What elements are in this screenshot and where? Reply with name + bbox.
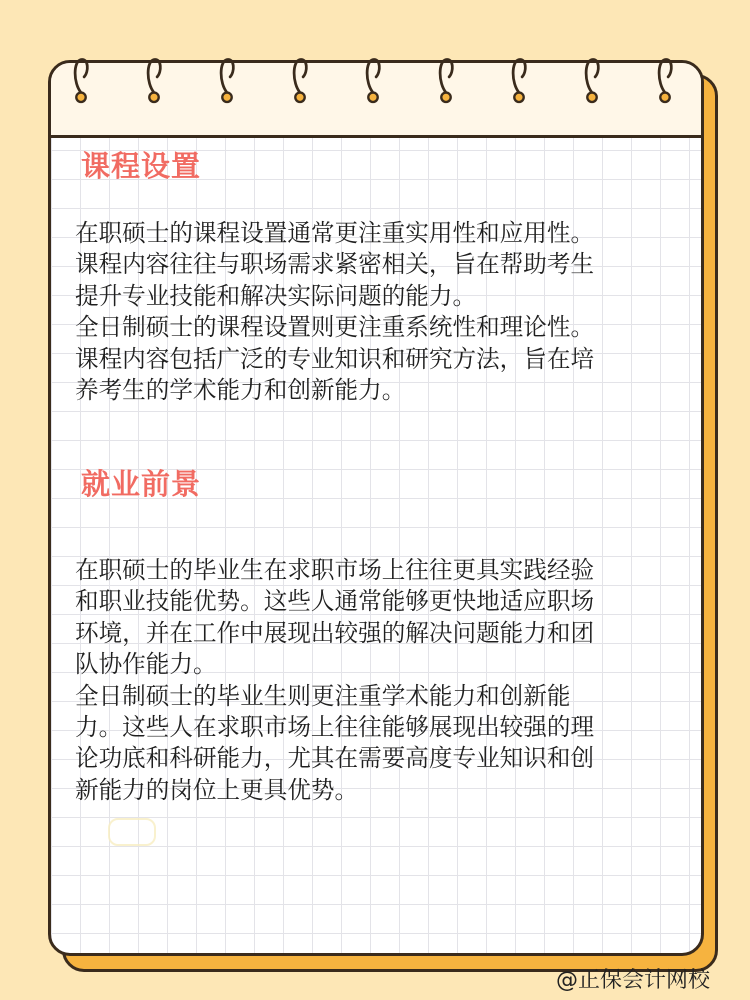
binder-ring-icon [143, 48, 165, 112]
binder-ring-icon [216, 48, 238, 112]
binder-ring-icon [70, 48, 92, 112]
brand-watermark: @正保会计网校 [555, 968, 710, 993]
section-body-employment: 在职硕士的毕业生在求职市场上往往更具实践经验 和职业技能优势。这些人通常能够更快地适应职场 环境，并在工作中展现出较强的解决问题能力和团 队协作能力。 全日制硕士的毕业生则更注重学术能力和创新能 力。这些人在求职市场上往往能够展现出较强的理 论功底和科研能力，尤其在需要高度专业知识和创 新能力的岗位上更具优势。 [75, 556, 595, 804]
binder-ring-icon [508, 48, 530, 112]
glasses-doodle [108, 818, 156, 846]
section-title-employment: 就业前景 [81, 467, 202, 501]
section-body-courses: 在职硕士的课程设置通常更注重实用性和应用性。 课程内容往往与职场需求紧密相关，旨在帮助考生 提升专业技能和解决实际问题的能力。 全日制硕士的课程设置则更注重系统性和理论性。 课程内容包括广泛的专业知识和研究方法，旨在培 养考生的学术能力和创新能力。 [75, 219, 595, 405]
binder-ring-icon [581, 48, 603, 112]
binder-ring-icon [362, 48, 384, 112]
binder-ring-icon [654, 48, 676, 112]
binder-ring-icon [289, 48, 311, 112]
binder-ring-icon [435, 48, 457, 112]
section-title-courses: 课程设置 [81, 149, 202, 183]
